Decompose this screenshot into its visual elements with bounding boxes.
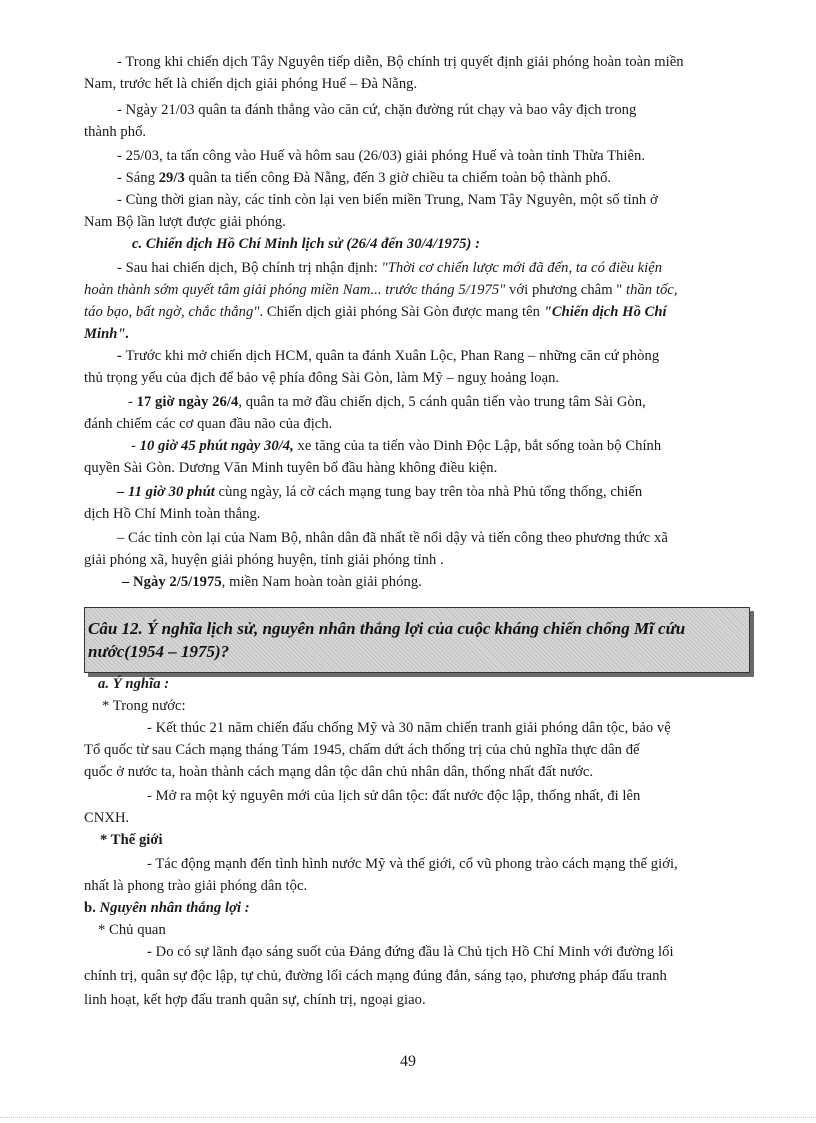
quote-span: hoàn thành sớm quyết tâm giải phóng miền Nam... trước tháng 5/1975" — [84, 282, 506, 298]
world-heading: * Thế giới — [100, 832, 163, 848]
campaign-name: Minh". — [84, 326, 130, 342]
text-line: chính trị, quân sự độc lập, tự chủ, đường lối cách mạng đúng đắn, sáng tạo, phương pháp đấu tranh — [84, 968, 667, 984]
text-span: , miền Nam hoàn toàn giải phóng. — [221, 574, 422, 590]
text-line: - Mở ra một kỷ nguyên mới của lịch sử dân tộc: đất nước độc lập, thống nhất, đi lên — [147, 788, 641, 804]
date-bold: 29/3 — [158, 170, 185, 186]
quote-span: thần tốc, — [622, 282, 678, 298]
text-line: – Các tỉnh còn lại của Nam Bộ, nhân dân đã nhất tề nổi dậy và tiến công theo phương thức xã — [117, 530, 668, 546]
question-title-line-2: nước(1954 – 1975)? — [88, 642, 230, 661]
text-span: xe tăng của ta tiến vào Dinh Độc Lập, bắt sống toàn bộ Chính — [293, 438, 662, 454]
text-span: Trước khi mở chiến dịch HCM, quân ta đánh Xuân Lộc, Phan Rang – những căn cứ phòng — [125, 348, 660, 364]
date-bold: 10 giờ 45 phút ngày 30/4, — [139, 438, 294, 454]
text-line — [117, 481, 642, 503]
text-span: , quân ta mở đầu chiến dịch, 5 cánh quân tiến vào trung tâm Sài Gòn, — [238, 394, 646, 410]
text-line: - Trong khi chiến dịch Tây Nguyên tiếp diễn, Bộ chính trị quyết định giải phóng hoàn toàn miền — [117, 54, 684, 70]
text-line — [84, 279, 678, 301]
text-line: - Tác động mạnh đến tình hình nước Mỹ và thế giới, cổ vũ phong trào cách mạng thế giới, — [147, 856, 678, 872]
section-b-heading — [84, 897, 250, 919]
text-line: nhất là phong trào giải phóng dân tộc. — [84, 878, 308, 894]
date-bold: 17 giờ ngày 26/4 — [136, 394, 239, 410]
text-line: - Ngày 21/03 quân ta đánh thẳng vào căn cứ, chặn đường rút chạy và bao vây địch trong — [117, 102, 637, 118]
subsection-heading — [102, 695, 186, 717]
text-line: thủ trọng yếu của địch để bảo vệ phía đông Sài Gòn, làm Mỹ – nguỵ hoảng loạn. — [84, 370, 560, 386]
text-line: - Cùng thời gian này, các tỉnh còn lại ven biển miền Trung, Nam Tây Nguyên, một số tỉnh ở — [117, 192, 658, 208]
section-a-heading: a. Ý nghĩa : — [98, 676, 170, 692]
text-span: với phương châm " — [505, 282, 623, 298]
text-line: dịch Hồ Chí Minh toàn thắng. — [84, 506, 261, 522]
text-line: quốc ở nước ta, hoàn thành cách mạng dân tộc dân chủ nhân dân, thống nhất đất nước. — [84, 764, 594, 780]
question-title-line-1: Câu 12. Ý nghĩa lịch sử, nguyên nhân thắng lợi của cuộc kháng chiến chống Mĩ cứu — [88, 619, 686, 638]
text-line: thành phố. — [84, 124, 147, 140]
text-line: giải phóng xã, huyện giải phóng huyện, tỉnh giải phóng tỉnh . — [84, 552, 444, 568]
text-line: Nam, trước hết là chiến dịch giải phóng Huế – Đà Nẵng. — [84, 76, 418, 92]
text-span: quân ta tiến công Đà Nẵng, đến 3 giờ chiều ta chiếm toàn bộ thành phố. — [184, 170, 612, 186]
section-title: Nguyên nhân thắng lợi : — [99, 900, 250, 916]
text-span: - Sáng — [117, 170, 159, 186]
page-number: 49 — [400, 1053, 416, 1070]
text-line — [117, 167, 611, 189]
text-line — [117, 345, 659, 367]
text-line — [84, 301, 667, 323]
dash: - — [147, 944, 156, 960]
text-line: CNXH. — [84, 810, 130, 826]
text-span: - — [128, 394, 137, 410]
text-line — [147, 941, 674, 963]
text-line: đánh chiếm các cơ quan đầu não của địch. — [84, 416, 333, 432]
text-span: Do có sự lãnh đạo sáng suốt của Đảng đứng đầu là Chủ tịch Hồ Chí Minh với đường lối — [155, 944, 674, 960]
text-line — [122, 571, 422, 593]
text-span: - — [131, 438, 140, 454]
text-line: Tổ quốc từ sau Cách mạng tháng Tám 1945, chấm dứt ách thống trị của chủ nghĩa thực dân đế — [84, 742, 640, 758]
domestic-heading: * Trong nước: — [102, 698, 186, 714]
section-letter: b. — [84, 900, 100, 916]
text-line: quyền Sài Gòn. Dương Văn Minh tuyên bố đầu hàng không điều kiện. — [84, 460, 498, 476]
date-bold: – Ngày 2/5/1975 — [122, 574, 222, 590]
subjective-heading: * Chủ quan — [98, 922, 166, 938]
text-line — [131, 435, 661, 457]
page-edge — [0, 1117, 816, 1118]
dash: - — [117, 348, 126, 364]
text-line: linh hoạt, kết hợp đấu tranh quân sự, chính trị, ngoại giao. — [84, 992, 426, 1008]
section-c-heading: c. Chiến dịch Hồ Chí Minh lịch sử (26/4 đến 30/4/1975) : — [132, 236, 481, 252]
text-span: - Sau hai chiến dịch, Bộ chính trị nhận định: — [117, 260, 382, 276]
text-line: Nam Bộ lần lượt được giải phóng. — [84, 214, 286, 230]
text-span: . Chiến dịch giải phóng Sài Gòn được mang tên — [259, 304, 544, 320]
campaign-name: "Chiến dịch Hồ Chí — [543, 304, 667, 320]
date-bold: – 11 giờ 30 phút — [117, 484, 215, 500]
text-line — [117, 257, 662, 279]
quote-span: "Thời cơ chiến lược mới đã đến, ta có điều kiện — [381, 260, 663, 276]
text-span: cùng ngày, lá cờ cách mạng tung bay trên tòa nhà Phủ tổng thống, chiến — [214, 484, 643, 500]
text-line: - Kết thúc 21 năm chiến đấu chống Mỹ và 30 năm chiến tranh giải phóng dân tộc, bảo vệ — [147, 720, 671, 736]
quote-span: táo bạo, bất ngờ, chắc thắng" — [84, 304, 260, 320]
text-line — [128, 391, 646, 413]
text-line: - 25/03, ta tấn công vào Huế và hôm sau (26/03) giải phóng Huế và toàn tỉnh Thừa Thiên. — [117, 148, 646, 164]
